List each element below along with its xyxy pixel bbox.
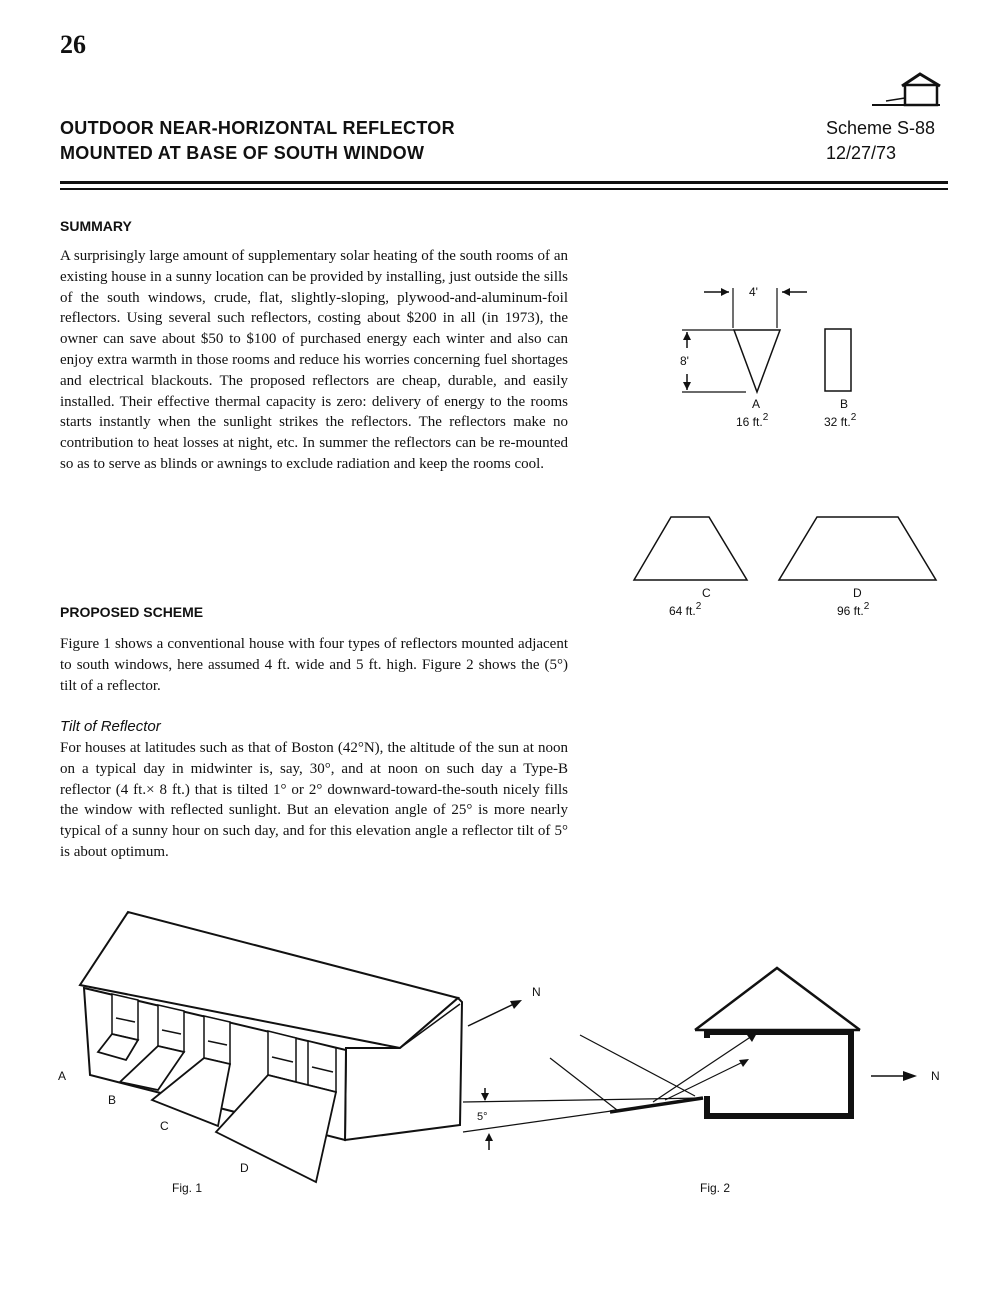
header-rule-thin: [60, 188, 948, 190]
shape-b-letter: B: [840, 397, 849, 411]
scheme-date: 12/27/73: [826, 143, 897, 163]
title-line-1: OUTDOOR NEAR-HORIZONTAL REFLECTOR: [60, 118, 455, 138]
dim-height-label: 8': [680, 354, 689, 368]
fig2-caption: Fig. 2: [700, 1181, 731, 1195]
summary-heading: SUMMARY: [60, 218, 132, 234]
shape-c-area: 64 ft.$^2$: [669, 601, 702, 618]
shape-a-area: 16 ft.$^2$: [736, 412, 769, 429]
shape-c-letter: C: [702, 586, 711, 600]
tilt-text: For houses at latitudes such as that of Boston (42°N), the altitude of the sun at noon on a typical day in midwinter is, say, 30°, and at noon on such day a Type-B reflector (4 ft.× 8 ft.) that is tilted 1° or 2° downward-toward-the-south nicely fills the window with reflected sunlight. But an elevation angle of 25° is more nearly typical of a sunny hour on such day, and for this elevation angle a reflector tilt of 5° is about optimum.: [60, 740, 568, 860]
shape-c-trapezoid: [634, 517, 747, 580]
fig2-north-arrow-icon: [903, 1071, 917, 1081]
proposed-text: Figure 1 shows a conventional house with four types of reflectors mounted adjacent to south windows, here assumed 4 ft. wide and 5 ft. high. Figure 2 shows the (5°) tilt of a reflector.: [60, 636, 568, 694]
fig1-label-c: C: [160, 1119, 169, 1133]
fig2-north-label: N: [931, 1069, 940, 1083]
shape-d-trapezoid: [779, 517, 936, 580]
header-rule-thick: [60, 181, 948, 184]
fig1-label-b: B: [108, 1093, 117, 1107]
fig2-angle-label: 5°: [477, 1111, 488, 1123]
shape-a-triangle: [734, 330, 780, 392]
proposed-heading: PROPOSED SCHEME: [60, 604, 204, 620]
tilt-heading: Tilt of Reflector: [60, 718, 161, 735]
fig1-north-label: N: [532, 985, 541, 999]
fig1-caption: Fig. 1: [172, 1181, 203, 1195]
shape-d-area: 96 ft.$^2$: [837, 601, 870, 618]
fig1-label-a: A: [58, 1069, 67, 1083]
fig1-label-d: D: [240, 1161, 249, 1175]
shape-b-rectangle: [825, 329, 851, 391]
summary-text: A surprisingly large amount of supplementary solar heating of the south rooms of an existing house in a sunny location can be provided by installing, just outside the sills of the south windows, crude, flat, slightly-sloping, plywood-and-aluminum-foil reflectors. Using several such reflectors, costing about $200 in all (in 1973), the owner can save about $50 to $100 of purchased energy each winter and also can enjoy extra warmth in those rooms and reduce his worries concerning fuel shortages and electrical blackouts. The proposed reflectors are cheap, durable, and easily installed. Their effective thermal capacity is zero: delivery of energy to the rooms starts instantly when the sunlight strikes the reflectors. The reflectors make no contribution to heat losses at night, etc. In summer the reflectors can be re-mounted so as to serve as blinds or awnings to exclude radiation and keep the rooms cool.: [60, 248, 568, 472]
figure-2-section: [455, 960, 955, 1200]
section-roof: [695, 968, 860, 1030]
document-title: [60, 116, 455, 166]
reflector-shapes-figure: [620, 270, 950, 630]
page-number: 26: [60, 30, 86, 59]
house-logo-icon: [868, 70, 944, 110]
shape-d-letter: D: [853, 586, 862, 600]
scheme-code: Scheme S-88: [826, 118, 936, 138]
dim-width-label: 4': [749, 285, 758, 299]
section-walls: [707, 1032, 851, 1116]
shape-a-letter: A: [752, 397, 761, 411]
scheme-info: [826, 116, 935, 166]
shape-b-area: 32 ft.$^2$: [824, 412, 857, 429]
title-line-2: MOUNTED AT BASE OF SOUTH WINDOW: [60, 143, 425, 163]
